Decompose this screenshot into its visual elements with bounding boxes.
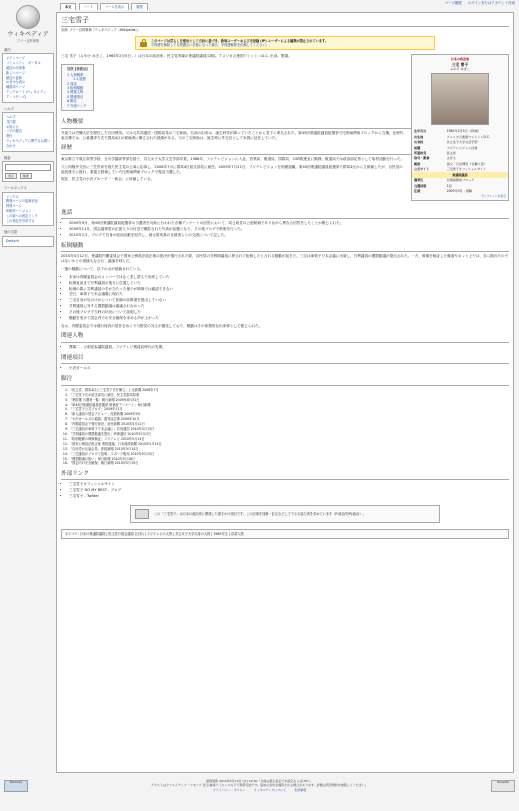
infobox-value: 1回 [446, 183, 452, 188]
article-content [56, 12, 514, 773]
infobox-key: 前職 [414, 145, 421, 150]
search-button[interactable]: 検索 [20, 173, 32, 179]
external-link[interactable]: • 三宅雪子オフィシャルサイト [69, 482, 509, 487]
sidebar-item[interactable]: アップロード (ウィキメディア・コモンズ) [6, 90, 46, 99]
episode-list [69, 221, 509, 238]
infobox-key: 公式サイト [414, 166, 430, 171]
logo-name: ウィキペディア [7, 31, 49, 38]
footer [0, 776, 519, 811]
list-item[interactable]: • 澤雄二 - 公明党参議院議員。フジテレビ報道局時代の先輩。 [69, 345, 509, 350]
template-link[interactable]: テンプレートを表示 [481, 193, 506, 198]
tab-article[interactable]: 本文 [60, 3, 76, 10]
sidebar [2, 48, 54, 251]
personal-tools [440, 1, 515, 6]
infobox-key: 出身校 [414, 140, 424, 145]
infobox-flag-title: 日本の政治家 [450, 57, 470, 62]
sidebar-item[interactable]: Deutsch [6, 238, 20, 243]
infobox-section: 衆議院議員 [412, 172, 508, 178]
section-career: 経歴 [61, 145, 509, 155]
footnote-item[interactable]: 10. 「甘利議員の懲罰動議を提出」時事通信 2010年5月13日 [69, 432, 509, 436]
footnote-item[interactable]: 2. 「三宅雪子氏が総支部長に就任」民主党群馬県連 [69, 393, 509, 397]
footer-link[interactable]: ウィキペディアについて [253, 788, 287, 793]
footnote-item[interactable]: 15. 「懲罰動議の扱い」毎日新聞 2010年5月18日 [69, 457, 509, 461]
stub-icon [135, 509, 149, 519]
infobox-value: 文学士 [446, 156, 456, 161]
infobox-key: 任期 [414, 189, 421, 194]
list-item: • 翌日、車椅子で本会議場に現れた [69, 292, 509, 297]
sidebar-item[interactable]: 新しいページ [6, 70, 26, 75]
category-links[interactable]: カテゴリ: 日本の衆議院議員 | 民主党の国会議員 (日本) | フジテレビの人物 | 共立女子大学出身の人物 | 1965年生 | 存命人物 [61, 529, 509, 539]
toc-title[interactable]: 目次 [非表示] [67, 67, 88, 72]
footnote-item[interactable]: 9. 「三宅議員が車椅子で本会議に」共同通信 2010年5月13日 [69, 427, 509, 431]
infobox-key: 親族 [414, 161, 421, 166]
help-title: ヘルプ [4, 106, 14, 111]
infobox-key: 選挙区 [414, 178, 424, 183]
sidebar-item[interactable]: この版への固定リンク [6, 213, 38, 218]
footnote-item[interactable]: 5. 「三宅雪子公式ブログ」2009年11月 [69, 407, 509, 411]
infobox-key: 称号・勲章 [414, 156, 430, 161]
sidebar-item[interactable]: 関連ページの更新状況 [6, 199, 38, 204]
go-button[interactable]: 表示 [5, 173, 17, 179]
infobox-table-2 [412, 178, 508, 194]
lang-portlet [2, 230, 54, 246]
sidebar-item[interactable]: リンク元 [6, 194, 19, 199]
help-list [2, 112, 54, 152]
list-item: • その後ブログで当時の状況について説明した [69, 310, 509, 315]
section-person: 人物概要 [61, 119, 509, 129]
sidebar-item[interactable]: 井戸端 [6, 119, 16, 124]
nav-list [2, 53, 54, 102]
list-item: • 騒動を受けて国会内での安全確保を求める声が上がった [69, 316, 509, 321]
logo-subtitle: フリー百科事典 [16, 39, 40, 44]
section-related: 関連人物 [61, 333, 509, 343]
infobox-key: 所属政党 [414, 150, 427, 155]
list-item: • 三宅自身が足のけがについて医師の診断書を提出していない [69, 298, 509, 303]
toc-entry[interactable]: 2 逸話 [67, 81, 77, 86]
items-list [69, 366, 509, 371]
infobox-kana: みやけ ゆきこ [450, 66, 470, 71]
infobox-key: 出生地 [414, 134, 424, 139]
infobox-value: アメリカ合衆国ワシントンD.C. [446, 134, 490, 139]
list-item: • 2009年11月、国会議事堂の正面入り口付近で撮影された写真が話題となり、その後ブログで釈明を行った。 [69, 227, 509, 232]
tools-list [2, 192, 54, 227]
footer-link[interactable]: プライバシー・ポリシー [212, 788, 246, 793]
toc-entry[interactable]: 6 脚注 [67, 99, 77, 104]
tools-title: ツールボックス [4, 186, 27, 191]
related-list [69, 345, 509, 350]
infobox-key: 生年月日 [414, 129, 427, 134]
nav-title: 案内 [4, 48, 11, 52]
career-paragraph-1: 東京都立千歳丘高等学校、玉川学園高等部を経て、共立女子大学文芸学部卒業。1988年、フジテレビジョンに入社。営業局、報道局、国際局、CSR推進室に勤務。報道局では政治部記者として取材活動を行った。 [61, 156, 405, 161]
sidebar-item[interactable]: ウィキペディアに関するお問い合わせ [6, 139, 51, 148]
sidebar-item[interactable]: 練習用ページ [6, 85, 26, 90]
footnote-item[interactable]: 7. 「小沢ガールズの素顔」週刊誌記事 2009年10月 [69, 417, 509, 421]
protection-notice [135, 36, 435, 51]
tools-portlet [2, 186, 54, 226]
tagline: 出典: フリー百科事典『ウィキペディア（Wikipedia）』 [61, 28, 141, 33]
section-items: 関連項目 [61, 355, 509, 365]
external-link[interactable]: • 三宅雪子 DO MY BEST - ブログ [69, 488, 509, 493]
footnote-item[interactable]: 12. 「国家公務員法改正案 衆院通過」日本経済新聞 2010年5月14日 [69, 442, 509, 446]
infobox-value: 祖父・石田博英（労働大臣） [446, 161, 487, 166]
stub-text: この「三宅雪子」は日本の政治家に関連した書きかけ項目です。この記事を加筆・訂正などして下さる協力者を求めています（P:政治学/PJ:政治）。 [154, 511, 366, 516]
sidebar-item[interactable]: 特別ページ [6, 204, 22, 209]
mediawiki-badge[interactable]: MediaWiki [491, 780, 515, 792]
tab-history[interactable]: 履歴 [131, 3, 147, 10]
sidebar-item[interactable]: 寄付 [6, 134, 13, 139]
sidebar-item[interactable]: コミュニティ・ポータル [6, 61, 41, 66]
history-link[interactable]: ページ履歴 [444, 1, 462, 5]
toc-entry[interactable]: 1 人物概要 [67, 72, 84, 77]
sidebar-item[interactable]: この項目を引用する [6, 218, 35, 223]
infobox-value: 三宅雪子オフィシャルサイト [446, 166, 487, 171]
footnote-item[interactable]: 8. 「内閣委員会で強行採決」読売新聞 2010年5月12日 [69, 422, 509, 426]
lead-paragraph: 三宅 雪子（みやけ ゆきこ、1965年2月5日 - ）は日本の政治家。民主党所属の衆議院議員(1期)。アメリカ合衆国ワシントンD.C. 出身。既婚。 [61, 54, 292, 59]
toc-entry[interactable]: 1.1 経歴 [73, 77, 86, 82]
infobox-table [412, 129, 508, 172]
list-item: • 甘利議員に対する懲罰動議は審議されなかった [69, 304, 509, 309]
infobox-value: 比例南関東ブロック [446, 178, 475, 183]
lang-title: 他の言語 [4, 230, 18, 235]
globe-icon [16, 5, 40, 29]
footer-link[interactable]: 免責事項 [294, 788, 307, 793]
notice-link[interactable]: 半保護を解除しても問題ない状態になった場合、半保護解除を依頼してください。 [151, 43, 269, 48]
search-portlet [2, 156, 54, 182]
table-of-contents [61, 64, 94, 111]
lock-icon [140, 39, 147, 47]
external-link[interactable]: • 三宅雪子 - Twitter [69, 494, 509, 499]
help-portlet [2, 107, 54, 152]
notice-text: このページは荒らしを理由として方針に基づき、新規ユーザーおよび未登録 (IP) ユーザーによる編集が禁止されています。 [151, 38, 329, 43]
footnote-item[interactable]: 4. 「第45回衆議院議員総選挙 候補者アンケート」毎日新聞 [69, 403, 509, 407]
career-paragraph-3: 現在、民主党の小沢グループ「一新会」に所属している。 [61, 177, 155, 182]
sidebar-item[interactable]: ヘルプ [6, 115, 16, 120]
career-paragraph-2: 父と同様外交官に三笠宮家を経た民主党の公募に応募し、2008年7月に群馬4区総支部長に就任。2009年7月21日、フジテレビジョンを依願退職。第45回衆議院議員総選挙で群馬4区から立候補したが、自民党の福田康夫に敗れ、重複立候補していた比例南関東ブロックで復活当選した。 [61, 164, 403, 174]
list-item: • 転倒直前まで甘利議員の後方に位置していた [69, 281, 509, 286]
infobox-value: 2009年9月 - 現職 [446, 189, 472, 194]
list-item: • 転倒の際に甘利議員の手が当たった様子が映像では確認できない [69, 287, 509, 292]
sidebar-item[interactable]: 最近の更新 [6, 75, 22, 80]
list-item[interactable]: • 小沢ガールズ [69, 366, 509, 371]
person-paragraph: 外祖父は労働大臣を歴任した石田博英。父は元共同通信・国際局長の三宅和助。名前の由来は、誕生時雪が降っていたことから雪子と命名された。第45回衆議院議員総選挙で比例南関東ブロックから当選。比例代表名簿では、公募選挙方式で群馬4区の候補者に擁立された経緯がある。父の三宅和助は、誕生時に外交官として米国に赴任していた。 [61, 130, 404, 140]
footnote-item[interactable]: 14. 「三宅議員がブログで説明」スポーツ報知 2010年5月15日 [69, 452, 509, 456]
section-episode: 逸話 [61, 210, 509, 220]
lang-list [2, 236, 54, 247]
fall-list [69, 275, 509, 321]
infobox-key: 当選回数 [414, 183, 427, 188]
infobox-value: 民主党 [446, 150, 456, 155]
page-tabs [60, 3, 149, 12]
notes-list [69, 388, 509, 466]
list-item: • 2010年1月、ブログで自身の政治活動を紹介し、地元群馬県の支援者らとの交流について記した。 [69, 233, 509, 238]
toc-entry[interactable]: 4 関連人物 [67, 90, 84, 95]
external-links-list [69, 482, 509, 499]
wikipedia-logo[interactable] [4, 5, 52, 45]
footnote-item[interactable]: 13. 「自民党が反論会見」産経新聞 2010年5月14日 [69, 447, 509, 451]
list-item: • 本来は内閣委員会のメンバーではなく差し替えで出席していた [69, 275, 509, 280]
footnote-item[interactable]: 6. 「新人議員の国会デビュー」産経新聞 2009年9月 [69, 412, 509, 416]
section-notes: 脚注 [61, 376, 509, 386]
infobox [411, 54, 509, 200]
sidebar-item[interactable]: 印刷用バージョン [6, 208, 32, 213]
infobox-value: フジテレビジョン社員 [446, 145, 478, 150]
fall-paragraph-2: 一連の騒動について、以下の点が指摘されている。 [61, 267, 144, 272]
sidebar-item[interactable]: 最近の出来事 [6, 66, 26, 71]
footnote-item[interactable]: 3. 「衆院選 当選者一覧」朝日新聞 2009年8月31日 [69, 398, 509, 402]
section-fall: 転倒騒動 [61, 243, 509, 253]
infobox-name: 三宅 雪子 [451, 61, 469, 67]
sidebar-item[interactable]: バグの報告 [6, 129, 22, 134]
toc-entry[interactable]: 3 転倒騒動 [67, 85, 84, 90]
page-title: 三宅雪子 [61, 16, 509, 27]
footnote-item[interactable]: 11. 「転倒騒動の映像検証」フジテレビ 2010年5月14日 [69, 437, 509, 441]
list-item: • 2009年9月、第45回衆議院議員総選挙の当選者を対象に行われた各種アンケートの回答において、同じ政党の公認候補でありながら異なる回答をしたことが報じられた。 [69, 221, 509, 226]
fall-paragraph-1: 2010年5月12日、衆議院内閣委員会で国家公務員法改正案の採決が強行された際、自民党の甘利明議員に押されて転倒したとされる騒動が起きた。三宅は車椅子で本会議に出席し、甘利議員の懲罰動議が提出された。一方、映像を検証した報道やネット上では、自ら倒れたのではないかとの指摘もなされ、議論を呼んだ。 [61, 254, 509, 264]
footer-lastmod: 最終更新 2010年5月19日 (水) 19:00（日時は個人設定で未設定ならばUTC）。 [206, 779, 313, 783]
tab-view-source[interactable]: ソースを表示 [100, 3, 129, 10]
footnote-item[interactable]: 16. 「国会内の安全確保」朝日新聞 2010年5月19日 [69, 461, 509, 465]
fall-paragraph-3: なお、内閣委員会では強行採決の是非をめぐり与野党の対立が激化しており、騒動はその象徴的な出来事として報じられた。 [61, 323, 263, 328]
infobox-value: 共立女子大学文芸学部 [446, 140, 478, 145]
search-input[interactable] [5, 164, 51, 171]
sidebar-item[interactable]: お知らせ [6, 124, 19, 129]
login-link[interactable]: ログインまたはアカウント作成 [467, 1, 515, 5]
footnote-item[interactable]: 1. 「民主党、群馬4区に三宅雪子氏を擁立」上毛新聞 2008年7月 [69, 388, 509, 392]
portrait-image[interactable] [431, 73, 489, 125]
footer-license: テキストはクリエイティブ・コモンズ 表示-継承ライセンスの下で利用可能です。追加の条件が適用される場合があります。詳細は利用規約を参照してください。 [151, 783, 368, 788]
search-title: 検索 [4, 155, 11, 160]
wikimedia-badge[interactable]: Wikimedia [4, 780, 28, 792]
tab-talk[interactable]: ノート [79, 3, 98, 10]
sidebar-item[interactable]: メインページ [6, 56, 25, 61]
infobox-value: 1965年2月5日（45歳） [446, 129, 481, 134]
toc-entry[interactable]: 7 外部リンク [67, 103, 87, 108]
stub-navbox [130, 505, 440, 523]
nav-portlet [2, 48, 54, 103]
sidebar-item[interactable]: おまかせ表示 [6, 80, 26, 85]
section-links: 外部リンク [61, 471, 509, 481]
toc-entry[interactable]: 5 関連項目 [67, 94, 84, 99]
